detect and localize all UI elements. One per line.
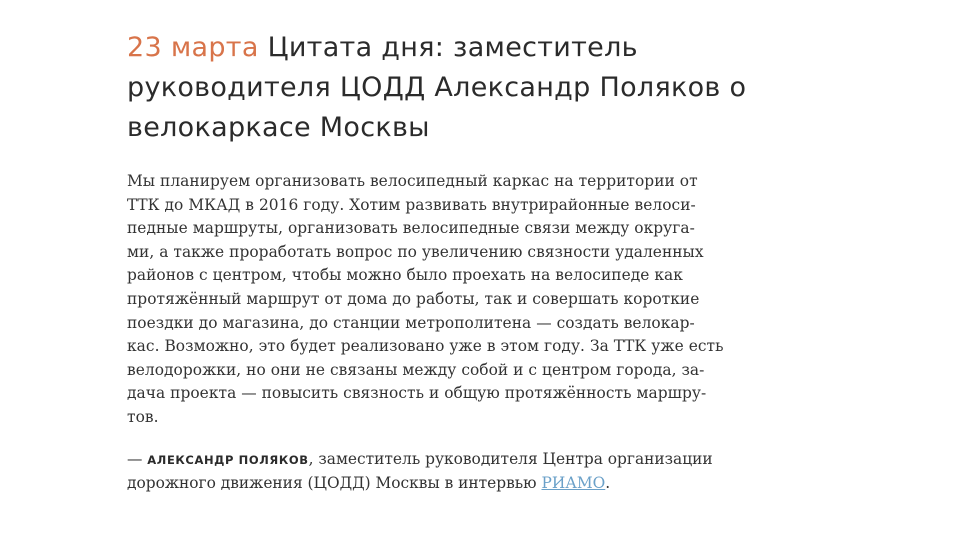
source-link[interactable]: РИАМО (541, 474, 606, 493)
headline-date: 23 марта (127, 32, 259, 63)
quote-line: велодорожки, но они не связаны между собой и с центром города, за- (127, 360, 705, 379)
author-organization: дорожного движения (ЦОДД) Москвы в интервью (127, 474, 542, 493)
attribution-dash: — (127, 449, 148, 468)
quote-line: дача проекта — повысить связность и общую протяжённость маршру- (127, 384, 707, 403)
attribution-line-1 (127, 448, 767, 473)
quote-line: ми, а также проработать вопрос по увеличению связности удаленных (127, 242, 704, 261)
author-name: АЛЕКСАНДР ПОЛЯКОВ (147, 452, 309, 467)
quote-line: ТТК до МКАД в 2016 году. Хотим развивать внутрирайонные велоси- (127, 195, 696, 214)
quote-line: тов. (127, 407, 159, 426)
quote-attribution (127, 448, 767, 496)
quote-line: протяжённый маршрут от дома до работы, так и совершать короткие (127, 289, 700, 308)
quote-line: педные маршруты, организовать велосипедные связи между округа- (127, 219, 695, 238)
headline-title: Цитата дня: заместитель руководителя ЦОДД Александр Поляков о велокаркасе Москвы (127, 32, 747, 143)
quote-line: кас. Возможно, это будет реализовано уже в этом году. За ТТК уже есть (127, 337, 724, 356)
article (127, 28, 767, 496)
headline (127, 28, 767, 148)
quote-text (127, 170, 767, 430)
quote-line: поездки до магазина, до станции метрополитена — создать велокар- (127, 313, 695, 332)
quote-line: Мы планируем организовать велосипедный каркас на территории от (127, 172, 698, 190)
attribution-end: . (605, 474, 611, 493)
quote-line: районов с центром, чтобы можно было проехать на велосипеде как (127, 266, 683, 285)
author-role: , заместитель руководителя Центра организации (308, 449, 713, 468)
attribution-line-2 (127, 472, 767, 496)
